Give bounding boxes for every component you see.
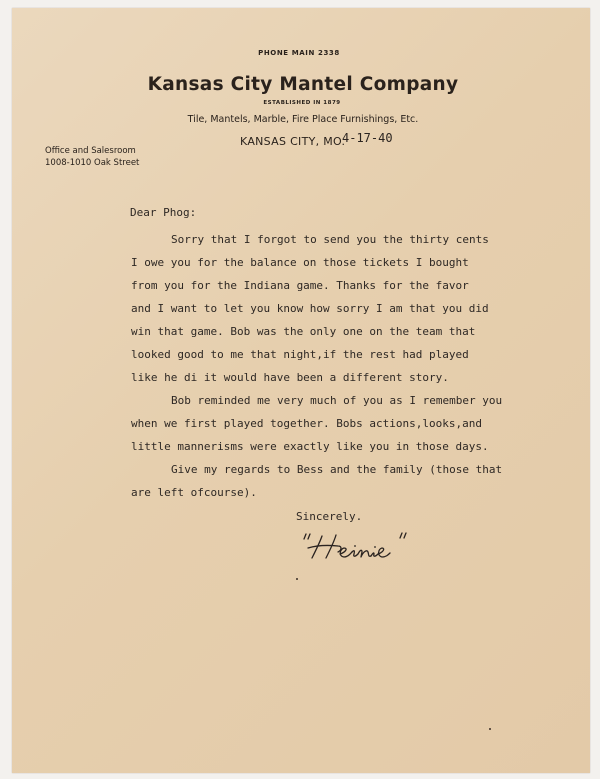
letter-date: 4-17-40	[342, 131, 393, 145]
office-line-2: 1008-1010 Oak Street	[45, 158, 140, 168]
letterhead-established: ESTABLISHED IN 1879	[263, 100, 341, 106]
letterhead-tagline: Tile, Mantels, Marble, Fire Place Furnishings, Etc.	[187, 114, 419, 125]
letter-line-4: and I want to let you know how sorry I am that you did	[131, 302, 489, 315]
letterhead-company: Kansas City Mantel Company	[147, 74, 459, 95]
letter-line-11: Give my regards to Bess and the family (those that	[171, 463, 503, 476]
office-address	[45, 145, 139, 169]
office-line-1: Office and Salesroom	[45, 146, 136, 156]
letter-line-6: looked good to me that night,if the rest had played	[131, 348, 469, 361]
closing: Sincerely.	[296, 510, 363, 523]
handwritten-signature	[292, 528, 452, 562]
letter-line-7: like he di it would have been a different story.	[131, 371, 449, 384]
ink-speck	[489, 728, 491, 730]
letter-line-12: are left ofcourse).	[131, 486, 257, 499]
letterhead-phone: PHONE MAIN 2338	[258, 49, 340, 57]
letterhead-city: KANSAS CITY, MO.	[240, 135, 346, 148]
letter-line-1: Sorry that I forgot to send you the thirty cents	[171, 233, 489, 246]
letter-line-10: little mannerisms were exactly like you in those days.	[131, 440, 489, 453]
letter-line-3: from you for the Indiana game. Thanks for the favor	[131, 279, 469, 292]
letter-line-2: I owe you for the balance on those tickets I bought	[131, 256, 469, 269]
letter-line-8: Bob reminded me very much of you as I remember you	[171, 394, 503, 407]
salutation: Dear Phog:	[130, 206, 197, 219]
letter-line-5: win that game. Bob was the only one on the team that	[131, 325, 476, 338]
letter-line-9: when we first played together. Bobs actions,looks,and	[131, 417, 482, 430]
ink-speck	[296, 578, 298, 580]
